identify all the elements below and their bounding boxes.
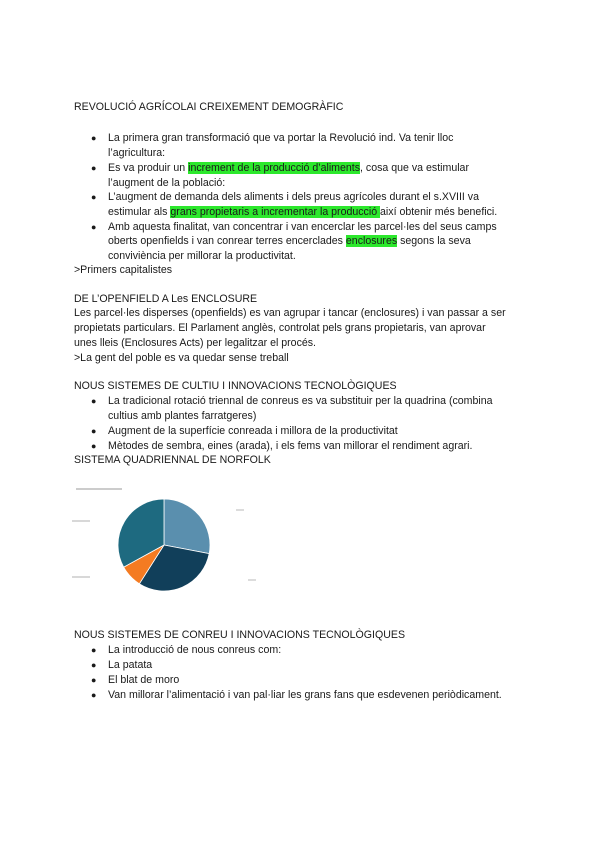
bullet: ● bbox=[91, 396, 97, 406]
text-run: així obtenir més benefici. bbox=[380, 206, 498, 218]
note: >Primers capitalistes bbox=[74, 264, 173, 276]
bullet: ● bbox=[91, 660, 97, 670]
bullet: ● bbox=[91, 675, 97, 685]
text-run: oberts openfields i van conrear terres encerclades bbox=[108, 235, 346, 247]
list-item-text: Mètodes de sembra, eines (arada), i els fems van millorar el rendiment agrari. bbox=[108, 440, 473, 452]
bullet: ● bbox=[91, 690, 97, 700]
list-item-text bbox=[108, 161, 469, 176]
highlighted-text: grans propietaris a incrementar la producció bbox=[170, 206, 381, 218]
list-item-text: La introducció de nous conreus com: bbox=[108, 644, 282, 656]
list-item-text: Van millorar l’alimentació i van pal·liar les grans fans que esdevenen periòdicament. bbox=[108, 689, 502, 701]
bullet: ● bbox=[91, 163, 97, 173]
highlighted-text: increment de la producció d’aliments bbox=[188, 162, 361, 174]
list-item-text: l’agricultura: bbox=[108, 147, 166, 159]
list-item-text: l’augment de la població: bbox=[108, 177, 226, 189]
section-title: NOUS SISTEMES DE CULTIU I INNOVACIONS TECNOLÒGIQUES bbox=[74, 380, 397, 392]
note: >La gent del poble es va quedar sense treball bbox=[74, 352, 289, 364]
bullet: ● bbox=[91, 645, 97, 655]
list-item-text: Amb aquesta finalitat, van concentrar i van encerclar les parcel·les del seus camps bbox=[108, 221, 497, 233]
list-item-text bbox=[108, 234, 471, 249]
paragraph-line: propietats particulars. El Parlament anglès, controlat pels grans propietaris, van aprovar bbox=[74, 322, 486, 334]
section-subtitle: SISTEMA QUADRIENNAL DE NORFOLK bbox=[74, 454, 271, 466]
section-title: NOUS SISTEMES DE CONREU I INNOVACIONS TECNOLÒGIQUES bbox=[74, 629, 406, 641]
text-run: segons la seva bbox=[397, 235, 471, 247]
pie-slice bbox=[164, 499, 210, 554]
highlighted-text: enclosures bbox=[345, 235, 398, 247]
bullet: ● bbox=[91, 192, 97, 202]
text-run: , cosa que va estimular bbox=[360, 162, 469, 174]
paragraph-line: Les parcel·les disperses (openfields) es van agrupar i tancar (enclosures) i van passar a ser bbox=[74, 307, 506, 319]
list-item-text: cultius amb plantes farratgeres) bbox=[108, 410, 257, 422]
text-run: Es va produir un bbox=[108, 162, 189, 174]
paragraph-line: unes lleis (Enclosures Acts) per legalitzar el procés. bbox=[74, 337, 316, 349]
bullet: ● bbox=[91, 222, 97, 232]
list-item-text: conviviència per millorar la productivitat. bbox=[108, 250, 296, 262]
list-item-text: L’augment de demanda dels aliments i dels preus agrícoles durant el s.XVIII va bbox=[108, 191, 479, 203]
list-item-text: La primera gran transformació que va portar la Revolució ind. Va tenir lloc bbox=[108, 132, 454, 144]
list-item-text: La patata bbox=[108, 659, 153, 671]
pie-chart bbox=[68, 482, 298, 612]
list-item-text: Augment de la superfície conreada i millora de la productivitat bbox=[108, 425, 398, 437]
list-item-text: El blat de moro bbox=[108, 674, 180, 686]
section-title: REVOLUCIÓ AGRÍCOLAI CREIXEMENT DEMOGRÀFIC bbox=[74, 101, 344, 113]
bullet: ● bbox=[91, 426, 97, 436]
text-run: estimular als bbox=[108, 206, 171, 218]
section-title: DE L’OPENFIELD A Les ENCLOSURE bbox=[74, 293, 258, 305]
bullet: ● bbox=[91, 133, 97, 143]
list-item-text bbox=[108, 205, 497, 220]
list-item-text: La tradicional rotació triennal de conreus es va substituir per la quadrina (combina bbox=[108, 395, 493, 407]
bullet: ● bbox=[91, 441, 97, 451]
